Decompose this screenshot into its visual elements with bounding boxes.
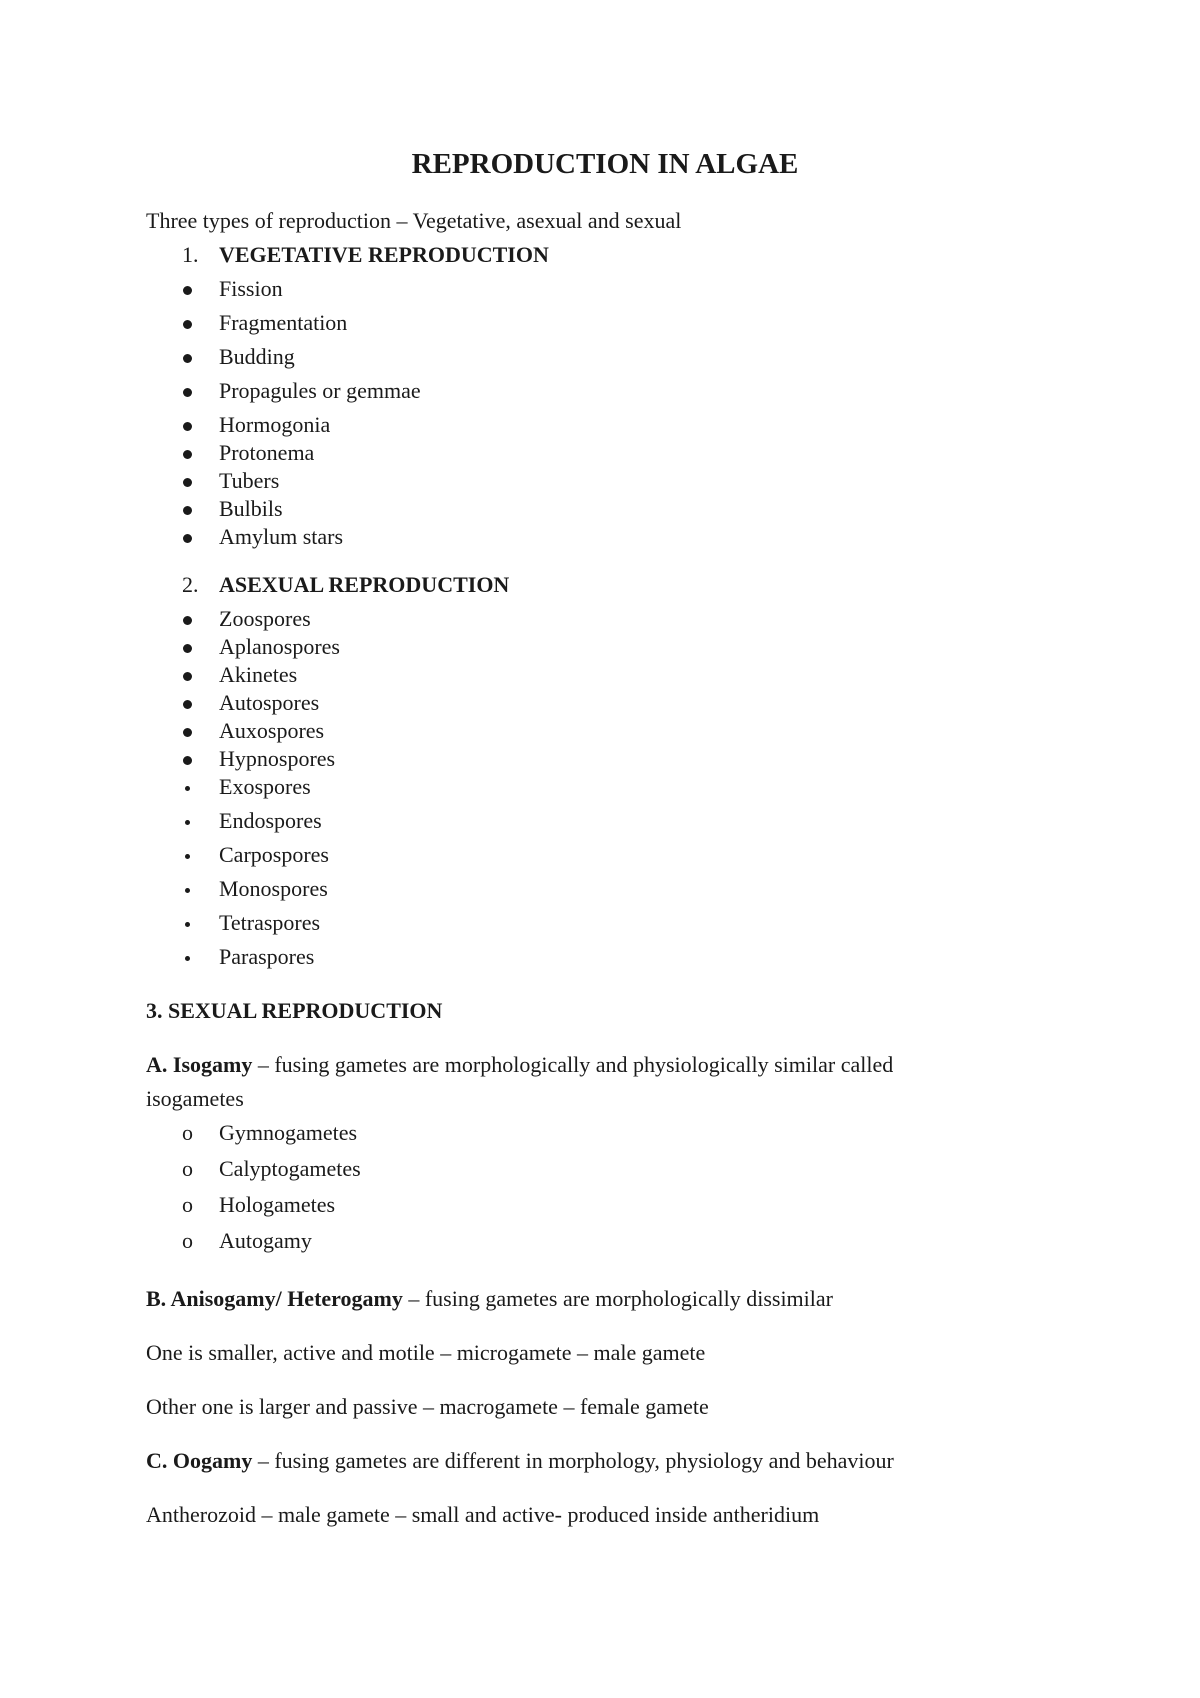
intro-text: Three types of reproduction – Vegetative, asexual and sexual [146,208,682,233]
list-item: Carpospores [219,842,329,867]
list-item: Budding [219,344,295,369]
page-title: REPRODUCTION IN ALGAE [411,148,799,180]
isogamy-paragraph [146,1052,893,1078]
bullet-icon [183,286,192,295]
section2-heading [219,572,509,598]
bullet-icon [183,478,192,487]
circle-bullet-icon: o [182,1156,193,1181]
circle-bullet-icon: o [182,1228,193,1253]
anisogamy-paragraph [146,1286,833,1312]
section1-number: 1. [182,242,199,267]
oogamy-text: – fusing gametes are different in morphology, physiology and behaviour [252,1448,894,1473]
anisogamy-label: B. Anisogamy/ Heterogamy [146,1286,403,1311]
list-item: Autospores [219,690,320,715]
isogamy-label: A. Isogamy [146,1052,253,1077]
bullet-icon [185,820,190,825]
antherozoid-text: Antherozoid – male gamete – small and active- produced inside antheridium [146,1502,820,1527]
section2-number: 2. [182,572,199,597]
section1-heading-text: VEGETATIVE REPRODUCTION [219,242,549,267]
list-item: Exospores [219,774,311,799]
list-item: Hypnospores [219,746,336,771]
list-item: Propagules or gemmae [219,378,421,403]
list-item: Akinetes [219,662,298,687]
list-item: Zoospores [219,606,311,631]
bullet-icon [183,422,192,431]
section2-heading-text: ASEXUAL REPRODUCTION [219,572,510,597]
bullet-icon [183,756,192,765]
list-item: Aplanospores [219,634,340,659]
section1-heading [219,242,549,268]
list-item: Protonema [219,440,315,465]
bullet-icon [183,354,192,363]
list-item: Monospores [219,876,328,901]
bullet-icon [183,616,192,625]
bullet-icon [183,320,192,329]
bullet-icon [183,728,192,737]
list-item: Amylum stars [219,524,344,549]
circle-bullet-icon: o [182,1120,193,1145]
bullet-icon [183,672,192,681]
oogamy-label: C. Oogamy [146,1448,253,1473]
list-item: Fragmentation [219,310,348,335]
bullet-icon [185,786,190,791]
bullet-icon [185,956,190,961]
bullet-icon [185,922,190,927]
section3-heading-text: 3. SEXUAL REPRODUCTION [146,998,443,1023]
section3-heading [146,998,442,1024]
bullet-icon [183,450,192,459]
list-item: Paraspores [219,944,315,969]
bullet-icon [185,854,190,859]
list-item: Tetraspores [219,910,321,935]
bullet-icon [183,644,192,653]
isogamy-text: – fusing gametes are morphologically and physiologically similar called [252,1052,894,1077]
microgamete-text: One is smaller, active and motile – microgamete – male gamete [146,1340,706,1365]
list-item: Fission [219,276,283,301]
anisogamy-text: – fusing gametes are morphologically dissimilar [402,1286,833,1311]
list-item: Gymnogametes [219,1120,358,1145]
bullet-icon [183,506,192,515]
list-item: Hormogonia [219,412,331,437]
list-item: Hologametes [219,1192,336,1217]
macrogamete-text: Other one is larger and passive – macrogamete – female gamete [146,1394,709,1419]
circle-bullet-icon: o [182,1192,193,1217]
list-item: Auxospores [219,718,325,743]
bullet-icon [183,388,192,397]
list-item: Tubers [219,468,280,493]
list-item: Endospores [219,808,322,833]
bullet-icon [183,700,192,709]
list-item: Calyptogametes [219,1156,361,1181]
list-item: Autogamy [219,1228,312,1253]
bullet-icon [185,888,190,893]
isogamy-text-continued: isogametes [146,1086,244,1111]
bullet-icon [183,534,192,543]
list-item: Bulbils [219,496,283,521]
oogamy-paragraph [146,1448,894,1474]
